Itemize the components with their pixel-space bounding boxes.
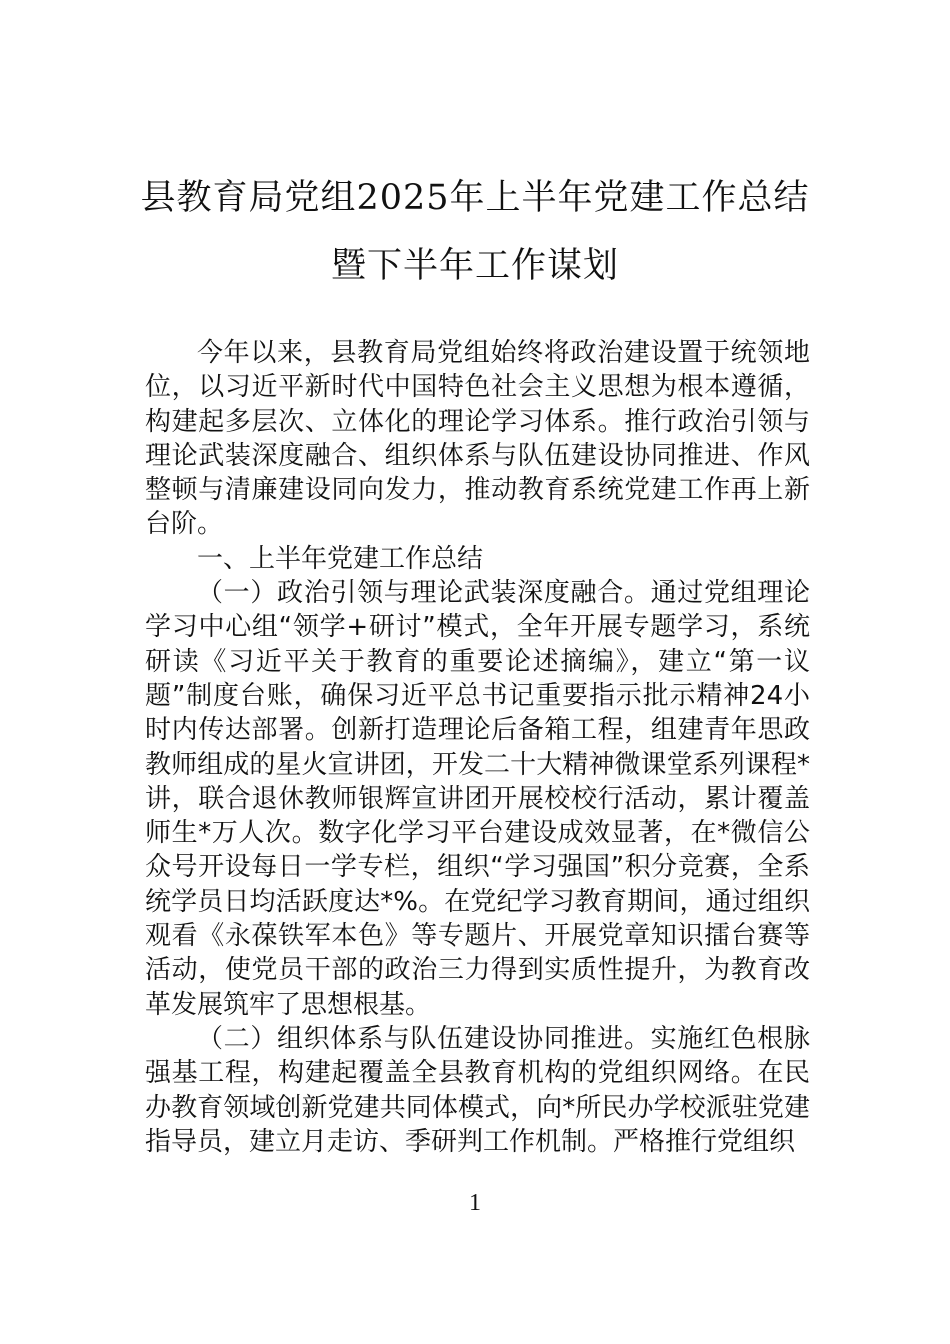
- page-number: 1: [469, 1190, 481, 1216]
- body-paragraph: （一）政治引领与理论武装深度融合。通过党组理论学习中心组“领学+研讨”模式，全年开展专题学习，系统研读《习近平关于教育的重要论述摘编》，建立“第一议题”制度台账，确保习近平总书记重要指示批示精神24小时内传达部署。创新打造理论后备箱工程，组建青年思政教师组成的星火宣讲团，开发二十大精神微课堂系列课程*讲，联合退休教师银辉宣讲团开展校校行活动，累计覆盖师生*万人次。数字化学习平台建设成效显著，在*微信公众号开设每日一学专栏，组织“学习强国”积分竞赛，全系统学员日均活跃度达*%。在党纪学习教育期间，通过组织观看《永葆铁军本色》等专题片、开展党章知识擂台赛等活动，使党员干部的政治三力得到实质性提升，为教育改革发展筑牢了思想根基。: [145, 578, 810, 1020]
- document-title-line-1: 县教育局党组2025年上半年党建工作总结: [140, 178, 810, 218]
- intro-paragraph: 今年以来，县教育局党组始终将政治建设置于统领地位，以习近平新时代中国特色社会主义思想为根本遵循，构建起多层次、立体化的理论学习体系。推行政治引领与理论武装深度融合、组织体系与队伍建设协同推进、作风整顿与清廉建设同向发力，推动教育系统党建工作再上新台阶。: [145, 338, 810, 540]
- document-title-line-2: 暨下半年工作谋划: [330, 246, 619, 286]
- document-body: [145, 336, 810, 1159]
- section-heading: 一、上半年党建工作总结: [197, 543, 484, 574]
- body-paragraph: （二）组织体系与队伍建设协同推进。实施红色根脉强基工程，构建起覆盖全县教育机构的党组织网络。在民办教育领域创新党建共同体模式，向*所民办学校派驻党建指导员，建立月走访、季研判工作机制。严格推行党组织: [145, 1023, 810, 1157]
